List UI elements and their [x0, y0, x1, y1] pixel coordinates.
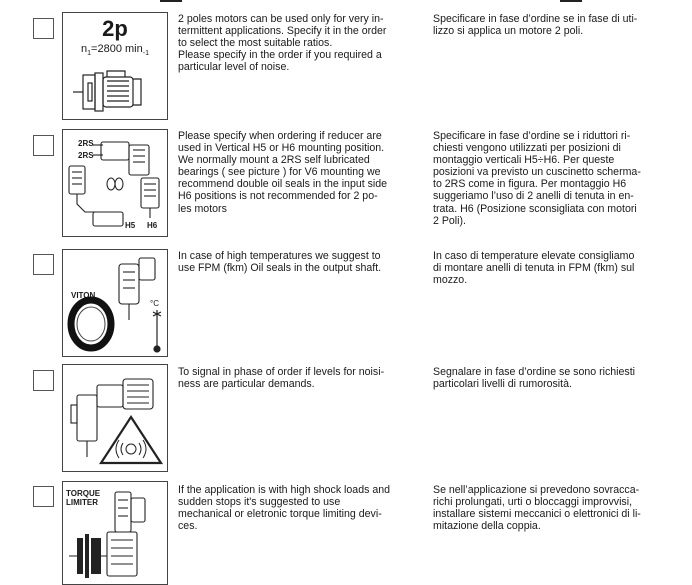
bearing-label: 2RS	[78, 151, 94, 160]
description-it: Se nell’applicazione si prevedono sovracca- richi prolungati, urti o bloccaggi improvvisi, installare sistemi meccanici o elettronici di li- mitazione della coppia.	[433, 484, 641, 533]
oil-seal-icon	[63, 250, 167, 356]
viton-label: VITON	[71, 291, 96, 300]
option-checkbox[interactable]	[33, 370, 54, 391]
noise-warning-icon	[63, 365, 167, 471]
motor-icon	[63, 13, 167, 119]
option-checkbox[interactable]	[33, 135, 54, 156]
figure-speed: $n_1=2800$ $\min_{-1}$	[81, 43, 149, 58]
description-it: Specificare in fase d’ordine se i riduttori ri- chiesti vengono utilizzati per posizioni di montaggio verticali H5÷H6. Per queste posizioni va previsto un cuscinetto scherma- to 2RS come in figura. Per montaggio H6 suggeriamo l’uso di 2 anelli di tenuta in en- trata. H6 (Posizione sconsigliata con motori 2 Poli).	[433, 130, 641, 227]
description-it: Segnalare in fase d’ordine se sono richiesti particolari livelli di rumorosità.	[433, 366, 635, 391]
header-rule-left	[160, 0, 182, 2]
figure-viton-seals	[62, 249, 168, 357]
header-rule-right	[560, 0, 582, 2]
description-en: Please specify when ordering if reducer are used in Vertical H5 or H6 mounting position. We normally mount a 2RS self lubricated bearings ( see picture ) for V6 mounting we recommend double oil seals in the input side H6 positions is not recommended for 2 po- les motors	[178, 130, 388, 215]
position-label-h6: H6	[147, 221, 158, 230]
torque-limiter-label: LIMITER	[66, 498, 98, 507]
figure-title: 2p	[102, 16, 128, 41]
torque-limiter-icon	[63, 482, 167, 584]
description-it: Specificare in fase d’ordine se in fase di uti- lizzo si applica un motore 2 poli.	[433, 13, 638, 38]
bearing-label: 2RS	[78, 139, 94, 148]
option-checkbox[interactable]	[33, 486, 54, 507]
option-checkbox[interactable]	[33, 254, 54, 275]
figure-2-pole-motor	[62, 12, 168, 120]
description-en: If the application is with high shock loads and sudden stops it's suggested to use mechanical or eletronic torque limiting devi- ces.	[178, 484, 391, 533]
description-en: 2 poles motors can be used only for very in- termittent applications. Specify it in the order to select the most suitable ratios. Please specify in the order if you required a particular level of noise.	[178, 13, 387, 74]
figure-noise-level	[62, 364, 168, 472]
description-it: In caso di temperature elevate consigliamo di montare anelli di tenuta in FPM (fkm) sul mozzo.	[433, 250, 635, 287]
description-en: To signal in phase of order if levels for noisi- ness are particular demands.	[178, 366, 385, 391]
description-en: In case of high temperatures we suggest to use FPM (fkm) Oil seals in the output shaft.	[178, 250, 382, 275]
gearbox-vertical-icon	[63, 130, 167, 236]
temperature-unit: °C	[150, 299, 159, 308]
option-checkbox[interactable]	[33, 18, 54, 39]
figure-vertical-mounting	[62, 129, 168, 237]
figure-torque-limiter	[62, 481, 168, 585]
torque-limiter-label: TORQUE	[66, 489, 101, 498]
position-label-h5: H5	[125, 221, 136, 230]
